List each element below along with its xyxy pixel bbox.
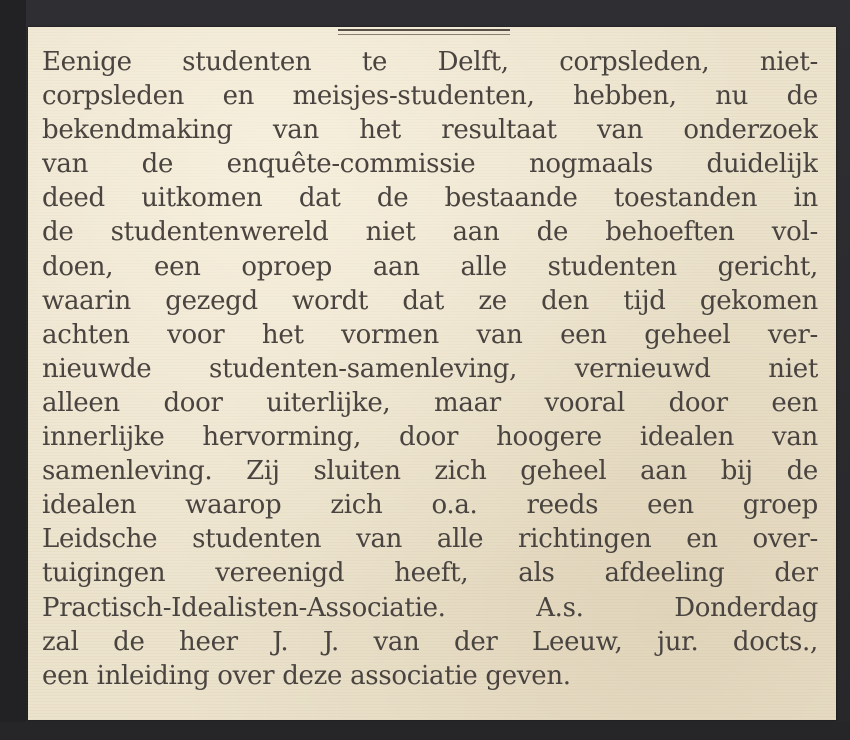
article-line-14: idealen waarop zich o.a. reeds een groep xyxy=(42,490,818,521)
article-line-13: samenleving. Zij sluiten zich geheel aan bij de xyxy=(42,456,818,487)
article-line-9: achten voor het vormen van een geheel ver- xyxy=(42,319,818,350)
article-line-7: doen, een oproep aan alle studenten gericht, xyxy=(42,251,818,282)
article-line-2: corpsleden en meisjes-studenten, hebben, nu de xyxy=(42,81,818,112)
scan-left-edge xyxy=(0,0,26,740)
article-line-10: nieuwde studenten-samenleving, vernieuwd niet xyxy=(42,353,818,384)
article-line-1: Eenige studenten te Delft, corpsleden, niet- xyxy=(42,47,818,77)
scan-bottom-edge xyxy=(0,722,850,740)
newspaper-clipping xyxy=(28,27,836,720)
article-line-8: waarin gezegd wordt dat ze den tijd gekomen xyxy=(42,285,818,316)
article-line-11: alleen door uiterlijke, maar vooral door een xyxy=(42,387,818,418)
article-line-16: tuigingen vereenigd heeft, als afdeeling der xyxy=(42,558,818,589)
article-line-18: zal de heer J. J. van der Leeuw, jur. docts., xyxy=(42,626,818,657)
article-line-6: de studentenwereld niet aan de behoeften vol- xyxy=(42,217,818,248)
article-text xyxy=(42,45,818,693)
article-line-5: deed uitkomen dat de bestaande toestanden in xyxy=(42,183,818,214)
article-line-17: Practisch-Idealisten-Associatie. A.s. Donderdag xyxy=(42,592,818,623)
article-line-4: van de enquête-commissie nogmaals duidelijk xyxy=(42,149,818,180)
article-line-12: innerlijke hervorming, door hoogere idealen van xyxy=(42,422,818,453)
article-line-15: Leidsche studenten van alle richtingen en over- xyxy=(42,524,818,555)
article-line-19: een inleiding over deze associatie geven. xyxy=(42,660,571,691)
header-rule-thin xyxy=(338,34,510,35)
header-rule xyxy=(338,29,510,31)
article-line-3: bekendmaking van het resultaat van onderzoek xyxy=(42,115,818,146)
